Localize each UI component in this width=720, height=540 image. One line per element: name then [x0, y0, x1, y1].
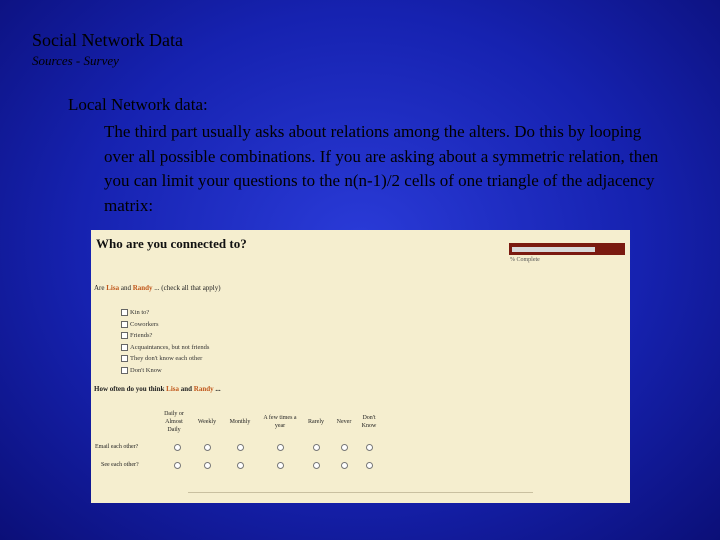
radio-button[interactable]	[204, 444, 211, 451]
body-text: The third part usually asks about relations among the alters. Do this by looping over all possible combinations. If you are asking about a symmetric relation, then you can limit your questions to the n(n-1)/2 cells of one triangle of the adjacency matrix:	[104, 122, 659, 215]
radio-button[interactable]	[313, 462, 320, 469]
radio-button[interactable]	[277, 462, 284, 469]
radio-button[interactable]	[366, 462, 373, 469]
column-header: Rarely	[308, 419, 324, 425]
body-heading: Local Network data:	[68, 95, 208, 114]
column-header: Don't Know	[361, 415, 377, 429]
alter-name-1: Lisa	[106, 284, 120, 292]
radio-button[interactable]	[204, 462, 211, 469]
column-header: Daily or Almost Daily	[164, 411, 184, 433]
column-header: Weekly	[197, 419, 217, 425]
alter-name-2: Randy	[132, 284, 153, 292]
relation-option[interactable]: Kin to?	[121, 307, 209, 319]
relation-option[interactable]: Acquaintances, but not friends	[121, 342, 209, 354]
progress-bar	[509, 243, 625, 255]
checkbox[interactable]	[121, 321, 128, 328]
relation-option[interactable]: They don't know each other	[121, 353, 209, 365]
radio-button[interactable]	[366, 444, 373, 451]
checkbox[interactable]	[121, 367, 128, 374]
radio-button[interactable]	[237, 462, 244, 469]
survey-title: Who are you connected to?	[96, 236, 247, 251]
radio-button[interactable]	[174, 444, 181, 451]
column-header: Monthly	[229, 419, 251, 425]
relations-prompt: Are Lisa and Randy ... (check all that apply)	[94, 284, 221, 292]
relation-option[interactable]: Coworkers	[121, 319, 209, 331]
slide-title: Social Network Data	[32, 30, 183, 50]
divider	[188, 492, 533, 493]
checkbox[interactable]	[121, 309, 128, 316]
progress-label: % Complete	[510, 257, 540, 263]
slide-subtitle: Sources - Survey	[32, 53, 119, 68]
relation-option[interactable]: Don't Know	[121, 365, 209, 377]
row-label: See each other?	[101, 462, 139, 468]
radio-button[interactable]	[174, 462, 181, 469]
radio-button[interactable]	[341, 462, 348, 469]
radio-button[interactable]	[313, 444, 320, 451]
checkbox[interactable]	[121, 332, 128, 339]
radio-button[interactable]	[277, 444, 284, 451]
checkbox[interactable]	[121, 355, 128, 362]
relations-checklist	[121, 307, 209, 376]
progress-fill	[512, 247, 595, 252]
radio-button[interactable]	[341, 444, 348, 451]
column-header: A few times a year	[263, 415, 297, 429]
frequency-prompt: How often do you think Lisa and Randy ...	[94, 385, 221, 393]
relation-option[interactable]: Friends?	[121, 330, 209, 342]
row-label: Email each other?	[95, 444, 139, 450]
checkbox[interactable]	[121, 344, 128, 351]
survey-screenshot	[91, 230, 630, 503]
radio-button[interactable]	[237, 444, 244, 451]
column-header: Never	[336, 419, 352, 425]
